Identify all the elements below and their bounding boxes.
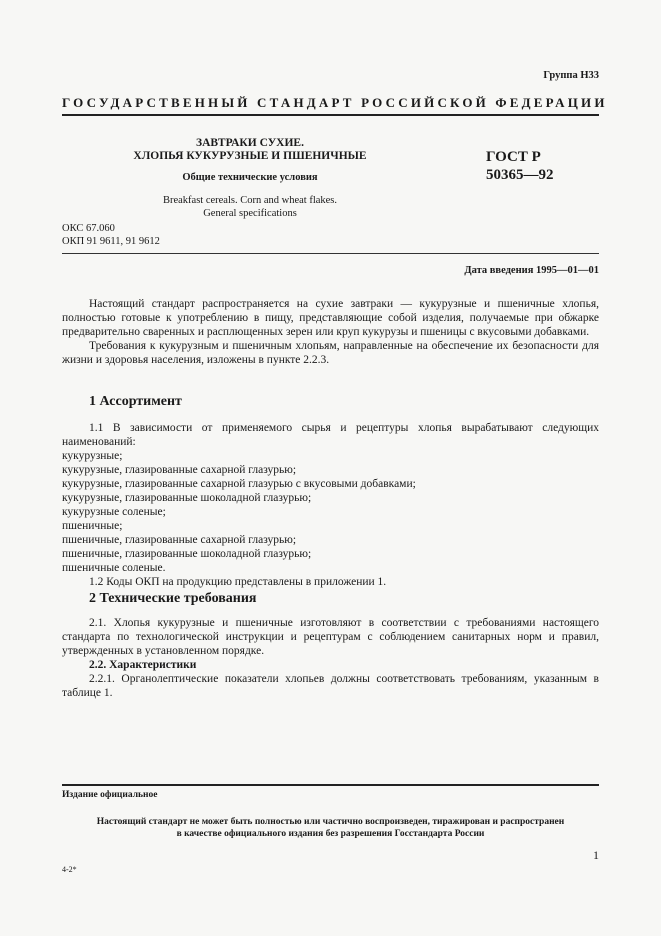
notice-line-2: в качестве официального издания без разрешения Госстандарта России [176, 829, 485, 839]
section-1-heading: 1 Ассортимент [89, 394, 182, 409]
page-number: 1 [593, 848, 599, 862]
title-line-1: ЗАВТРАКИ СУХИЕ. [196, 137, 304, 149]
section-2-paragraph-1: 2.1. Хлопья кукурузные и пшеничные изготовляют в соответствии с требованиями настоящего стандарта по технологической инструкции и рецептурам с соблюдением санитарных норм и правил, утвержденных в установленном порядке. [62, 617, 599, 657]
list-item: кукурузные соленые; [62, 506, 166, 518]
middle-rule [62, 253, 599, 254]
title-line-2: ХЛОПЬЯ КУКУРУЗНЫЕ И ПШЕНИЧНЫЕ [133, 150, 367, 162]
gost-line-2: 50365—92 [486, 167, 554, 183]
classification-codes [62, 222, 160, 248]
list-item: кукурузные, глазированные сахарной глазурью; [62, 464, 297, 476]
gost-number [486, 148, 554, 184]
list-item: пшеничные; [62, 520, 123, 532]
notice-line-1: Настоящий стандарт не может быть полностью или частично воспроизведен, тиражирован и распространен [96, 817, 565, 827]
standard-banner: ГОСУДАРСТВЕННЫЙ СТАНДАРТ РОССИЙСКОЙ ФЕДЕРАЦИИ [62, 95, 608, 110]
section-2-heading: 2 Технические требования [89, 591, 257, 606]
group-label: Группа Н33 [543, 70, 599, 81]
list-item: пшеничные, глазированные шоколадной глазурью; [62, 548, 312, 560]
english-title [100, 194, 400, 220]
copyright-notice [62, 816, 599, 840]
print-code: 4-2* [62, 865, 77, 874]
section-1-paragraph-1: 1.1 В зависимости от применяемого сырья и рецептуры хлопья вырабатывают следующих наименований: [62, 422, 599, 448]
list-item: пшеничные соленые. [62, 562, 166, 574]
section-1-body [62, 421, 599, 589]
english-title-line-2: General specifications [203, 208, 297, 219]
okp-code: ОКП 91 9611, 91 9612 [62, 236, 160, 247]
subsection-heading: 2.2. Характеристики [89, 659, 197, 671]
document-title [100, 137, 400, 163]
top-rule [62, 114, 599, 116]
oks-code: ОКС 67.060 [62, 223, 115, 234]
list-item: кукурузные, глазированные сахарной глазурью с вкусовыми добавками; [62, 478, 416, 490]
intro-paragraph-1: Настоящий стандарт распространяется на сухие завтраки — кукурузные и пшеничные хлопья, полностью готовые к употреблению в пищу, представляющие собой изделия, получаемые при обжарке предварительно сваренных и расплющенных зерен или круп кукурузы и пшеницы с вкусовыми добавками. [62, 298, 599, 338]
intro-paragraph-2: Требования к кукурузным и пшеничным хлопьям, направленные на обеспечение их безопасности для жизни и здоровья населения, изложены в пункте 2.2.3. [62, 340, 599, 366]
effective-date: Дата введения 1995—01—01 [464, 265, 599, 276]
list-item: кукурузные, глазированные шоколадной глазурью; [62, 492, 312, 504]
list-item: кукурузные; [62, 450, 123, 462]
list-item: пшеничные, глазированные сахарной глазурью; [62, 534, 297, 546]
english-title-line-1: Breakfast cereals. Corn and wheat flakes. [162, 195, 338, 206]
section-2-paragraph-2: 2.2.1. Органолептические показатели хлопьев должны соответствовать требованиям, указанным в таблице 1. [62, 673, 599, 699]
document-subtitle: Общие технические условия [182, 172, 318, 183]
section-1-paragraph-2: 1.2 Коды ОКП на продукцию представлены в приложении 1. [89, 576, 387, 588]
bottom-rule [62, 784, 599, 786]
section-2-body [62, 616, 599, 700]
intro-block [62, 297, 599, 367]
gost-line-1: ГОСТ Р [486, 149, 541, 165]
official-edition-label: Издание официальное [62, 790, 158, 800]
